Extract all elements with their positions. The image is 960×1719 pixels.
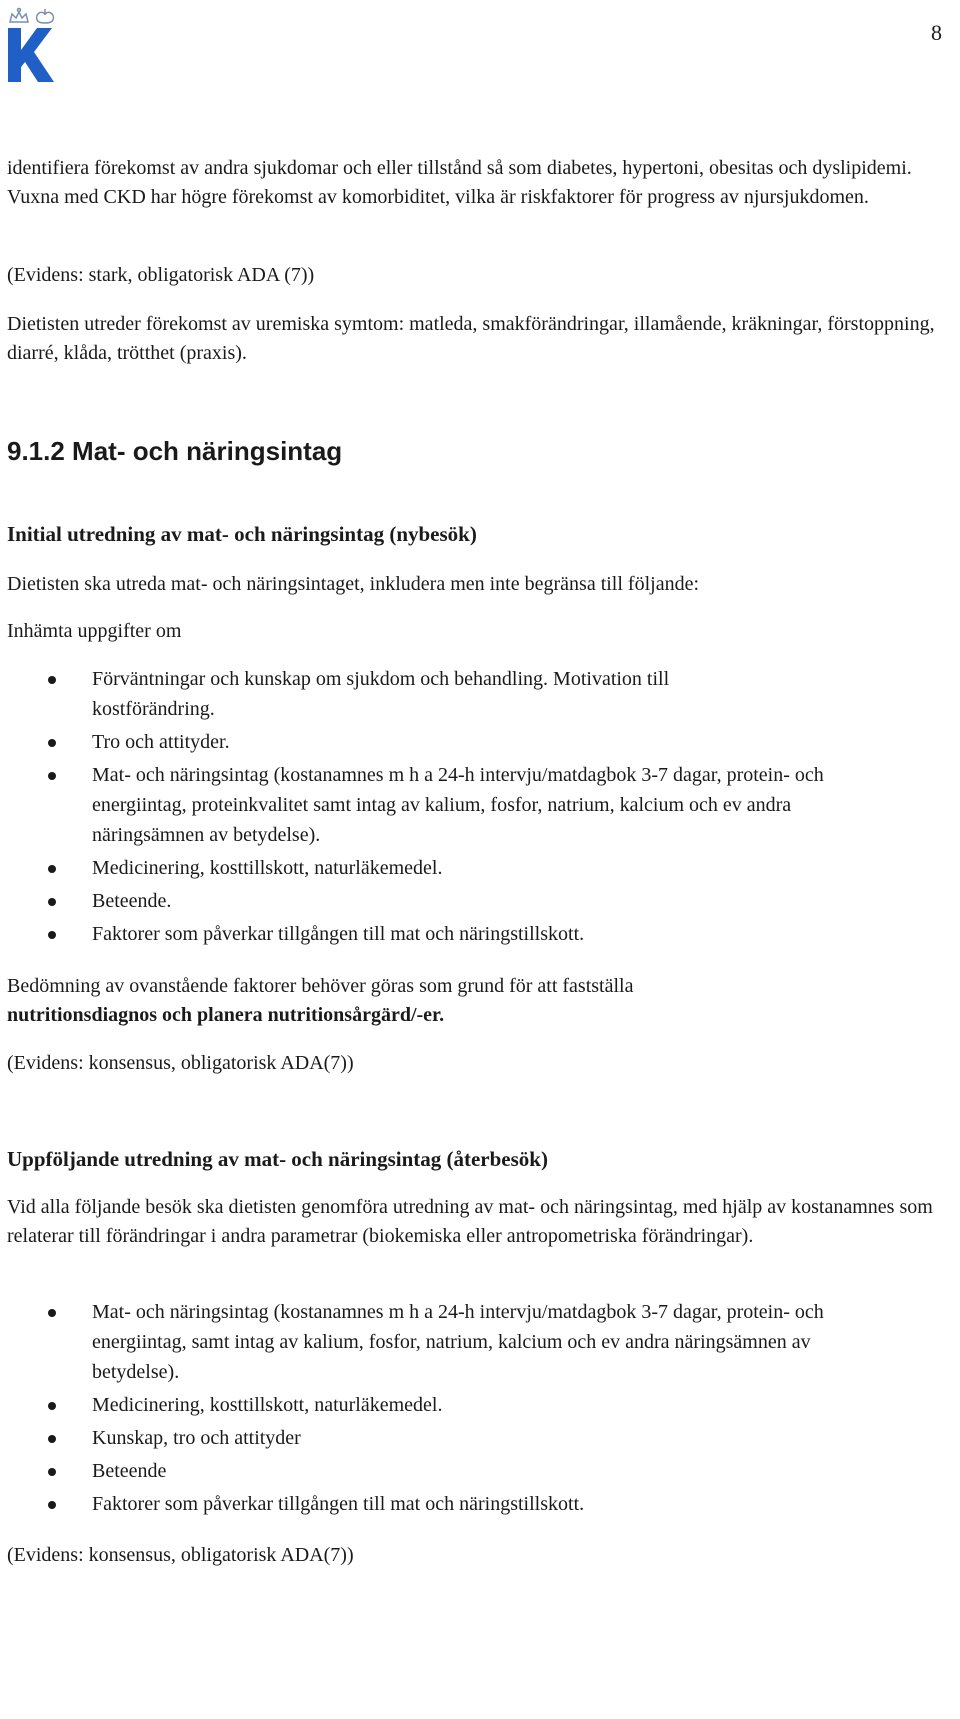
bullet-icon [48,772,56,780]
assessment-paragraph [7,972,633,1030]
list-item: Faktorer som påverkar tillgången till mat och näringstillskott. [7,1489,942,1519]
bullet-icon [48,1309,56,1317]
list-item: Beteende. [7,886,942,916]
bullet-icon [48,1402,56,1410]
initial-evidence-note: (Evidens: konsensus, obligatorisk ADA(7)) [7,1052,354,1074]
bullet-icon [48,865,56,873]
followup-assessment-heading: Uppföljande utredning av mat- och näringsintag (återbesök) [7,1147,548,1171]
bullet-icon [48,1501,56,1509]
list-item: Mat- och näringsintag (kostanamnes m h a 24-h intervju/matdagbok 3-7 dagar, protein- och energiintag, proteinkvalitet samt intag av kalium, fosfor, natrium, kalcium och ev andra näringsämnen av betydelse). [7,760,837,850]
evidence-note: (Evidens: stark, obligatorisk ADA (7)) [7,264,315,286]
symptoms-paragraph: Dietisten utreder förekomst av uremiska symtom: matleda, smakförändringar, illamående, kräkningar, förstoppning, diarré, klåda, trötthet (praxis). [7,313,935,364]
initial-assessment-heading: Initial utredning av mat- och näringsintag (nybesök) [7,522,477,546]
list-item: Kunskap, tro och attityder [7,1423,942,1453]
list-item: Beteende [7,1456,942,1486]
initial-lead: Inhämta uppgifter om [7,620,182,642]
bullet-icon [48,931,56,939]
initial-checklist [7,664,942,952]
list-item: Medicinering, kosttillskott, naturläkemedel. [7,1390,942,1420]
list-item: Mat- och näringsintag (kostanamnes m h a 24-h intervju/matdagbok 3-7 dagar, protein- och energiintag, samt intag av kalium, fosfor, natrium, kalcium och ev andra näringsämnen av betydelse). [7,1297,892,1387]
bullet-icon [48,676,56,684]
logo-k-letter [8,28,54,82]
followup-evidence-note: (Evidens: konsensus, obligatorisk ADA(7)) [7,1544,354,1566]
assessment-text: Bedömning av ovanstående faktorer behöver göras som grund för att fastställa [7,975,634,997]
followup-checklist [7,1297,942,1522]
bullet-icon [48,1468,56,1476]
emblem-icon [37,9,54,23]
list-item: Tro och attityder. [7,727,942,757]
bullet-icon [48,898,56,906]
list-item: Medicinering, kosttillskott, naturläkemedel. [7,853,942,883]
section-heading: 9.1.2 Mat- och näringsintag [7,436,343,466]
organization-logo [7,6,59,84]
followup-intro: Vid alla följande besök ska dietisten genomföra utredning av mat- och näringsintag, med hjälp av kostanamnes som relaterar till förändringar i andra parametrar (biokemiska eller antropometriska förändringar). [7,1196,933,1247]
intro-paragraph: identifiera förekomst av andra sjukdomar och eller tillstånd så som diabetes, hypertoni, obesitas och dyslipidemi. Vuxna med CKD har högre förekomst av komorbiditet, vilka är riskfaktorer för progress av njursjukdomen. [7,157,912,208]
list-item: Förväntningar och kunskap om sjukdom och behandling. Motivation till kostförändring. [7,664,772,724]
page-number: 8 [931,20,942,45]
list-item: Faktorer som påverkar tillgången till mat och näringstillskott. [7,919,942,949]
crown-icon [10,9,28,23]
initial-intro: Dietisten ska utreda mat- och näringsintaget, inkludera men inte begränsa till följande: [7,573,700,595]
assessment-bold-text: nutritionsdiagnos och planera nutritionsårgärd/-er. [7,1004,445,1026]
bullet-icon [48,1435,56,1443]
bullet-icon [48,739,56,747]
